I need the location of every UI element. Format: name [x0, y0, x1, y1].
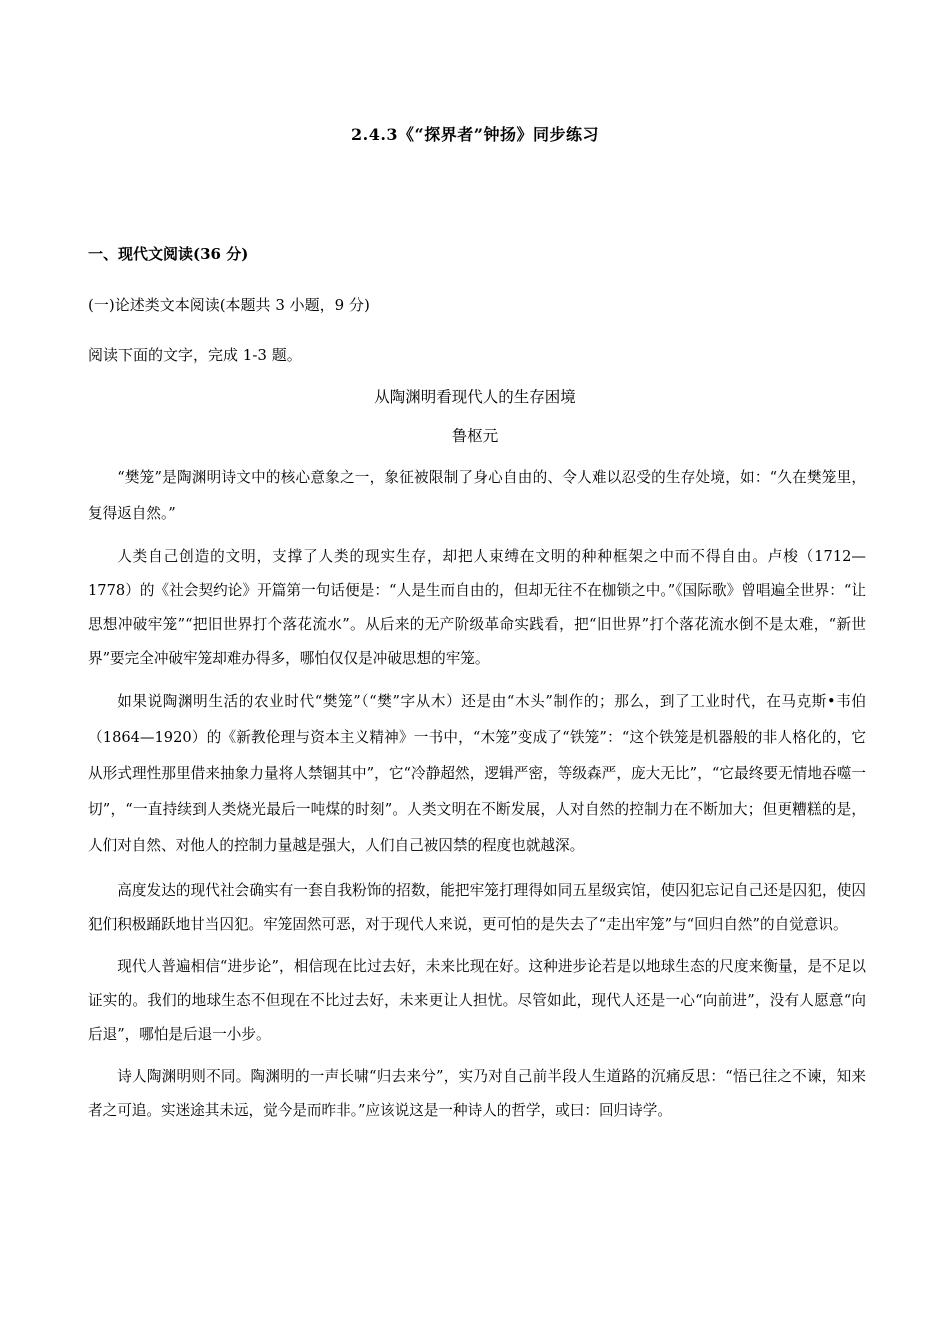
article-author: 鲁枢元 — [451, 427, 499, 445]
article-body — [88, 460, 866, 1128]
article-title: 从陶渊明看现代人的生存困境 — [374, 388, 576, 406]
paragraph: “樊笼”是陶渊明诗文中的核心意象之一，象征被限制了身心自由的、令人难以忍受的生存处境，如：“久在樊笼里，复得返自然。” — [88, 469, 866, 522]
paragraph: 人类自己创造的文明，支撑了人类的现实生存，却把人束缚在文明的种种框架之中而不得自由。卢梭（1712—1778）的《社会契约论》开篇第一句话便是：“人是生而自由的，但却无往不在枷锁之中。”《国际歌》曾唱遍全世界：“让思想冲破牢笼”“把旧世界打个落花流水”。从后来的无产阶级革命实践看，把“旧世界”打个落花流水倒不是太难，“新世界”要完全冲破牢笼却难办得多，哪怕仅仅是冲破思想的牢笼。 — [88, 548, 866, 667]
paragraph: 现代人普遍相信“进步论”，相信现在比过去好，未来比现在好。这种进步论若是以地球生态的尺度来衡量，是不足以证实的。我们的地球生态不但现在不比过去好，未来更让人担忧。尽管如此，现代人还是一心“向前进”，没有人愿意“向后退”，哪怕是后退一小步。 — [88, 958, 866, 1043]
subsection-heading: (一)论述类文本阅读(本题共 3 小题，9 分) — [88, 296, 370, 314]
document-title: 2.4.3《“探界者”钟扬》同步练习 — [351, 125, 599, 144]
reading-instruction: 阅读下面的文字，完成 1-3 题。 — [88, 346, 302, 364]
section-heading: 一、现代文阅读(36 分) — [88, 245, 249, 263]
paragraph: 如果说陶渊明生活的农业时代“樊笼”（“樊”字从木）还是由“木头”制作的；那么，到了工业时代，在马克斯•韦伯（1864—1920）的《新教伦理与资本主义精神》一书中，“木笼”变成了“铁笼”：“这个铁笼是机器般的非人格化的，它从形式理性那里借来抽象力量将人禁锢其中”，它“冷静超然，逻辑严密，等级森严，庞大无比”，“它最终要无情地吞噬一切”，“一直持续到人类烧光最后一吨煤的时刻”。人类文明在不断发展，人对自然的控制力在不断加大；但更糟糕的是，人们对自然、对他人的控制力量越是强大，人们自己被囚禁的程度也就越深。 — [88, 693, 866, 854]
paragraph: 诗人陶渊明则不同。陶渊明的一声长啸“归去来兮”，实乃对自己前半段人生道路的沉痛反思：“悟已往之不谏，知来者之可追。实迷途其未远，觉今是而昨非。”应该说这是一种诗人的哲学，或曰：回归诗学。 — [88, 1068, 866, 1119]
paragraph: 高度发达的现代社会确实有一套自我粉饰的招数，能把牢笼打理得如同五星级宾馆，使囚犯忘记自己还是囚犯，使囚犯们积极踊跃地甘当囚犯。牢笼固然可恶，对于现代人来说，更可怕的是失去了“走出牢笼”与“回归自然”的自觉意识。 — [88, 882, 866, 933]
